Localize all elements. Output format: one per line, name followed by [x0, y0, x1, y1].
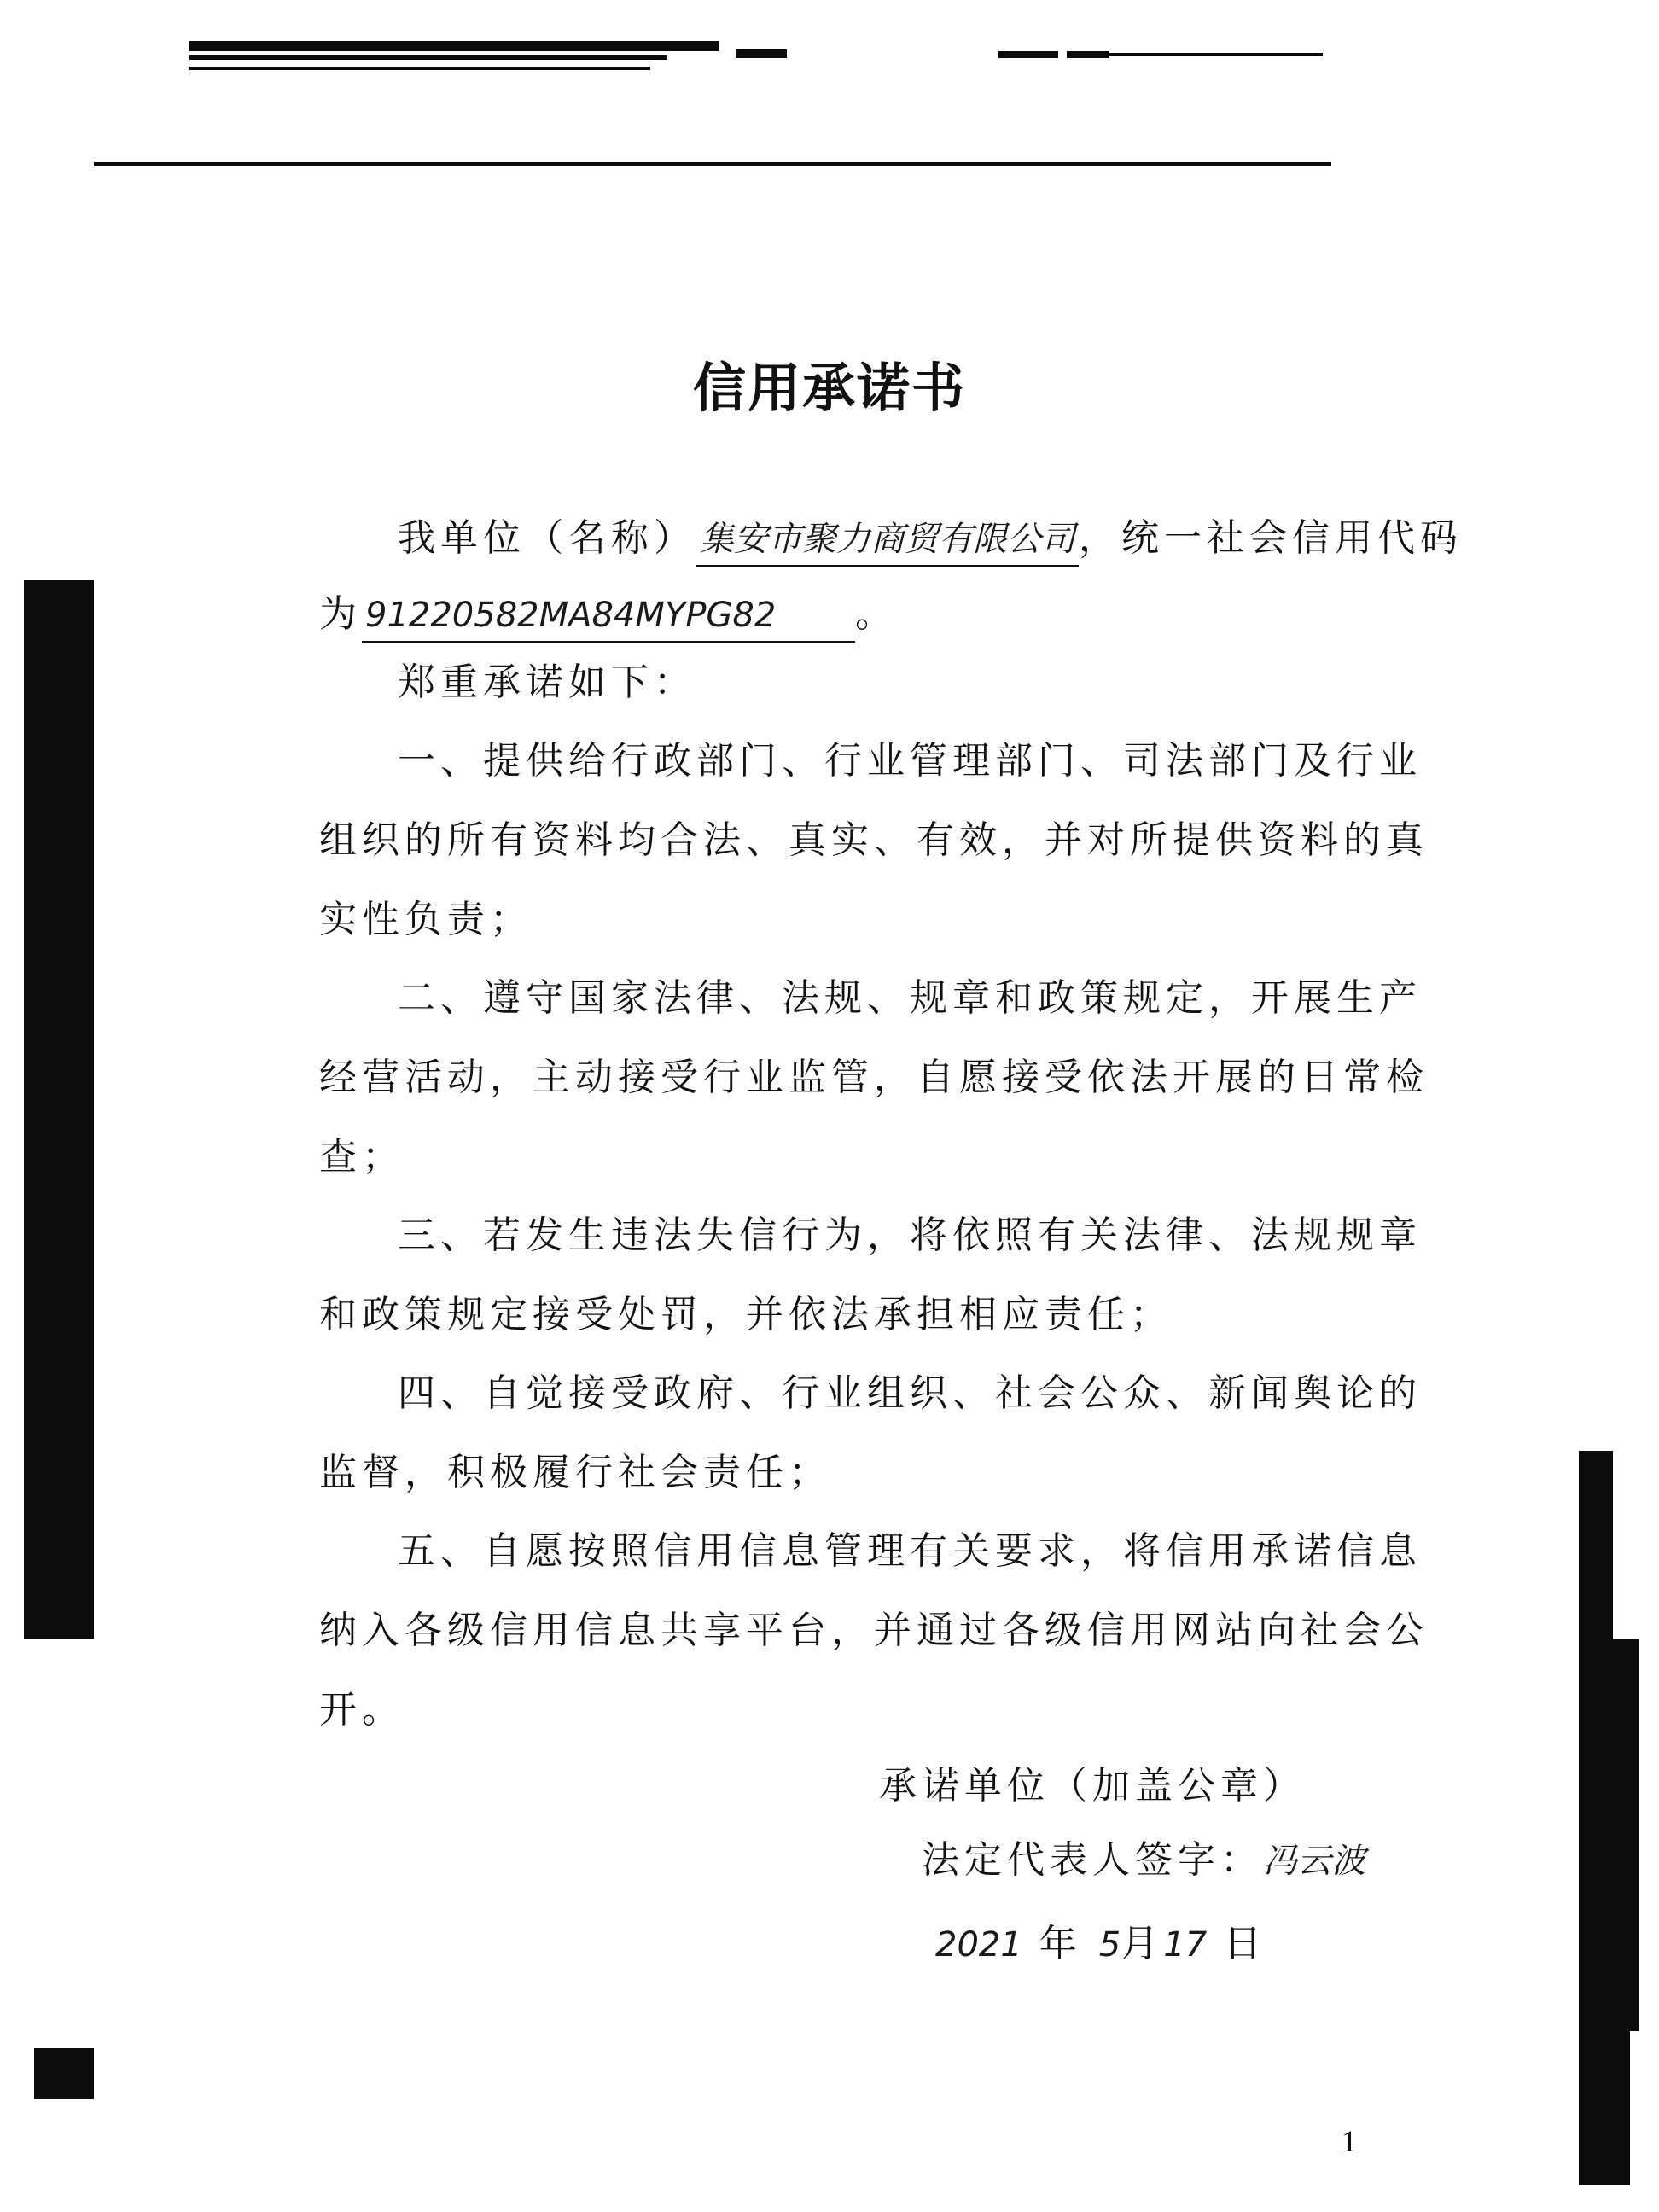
item-1-line-2: 组织的所有资料均合法、真实、有效，并对所提供资料的真 [319, 818, 1429, 862]
legal-rep-line [922, 1835, 1365, 1887]
date-day-label: 日 [1224, 1922, 1267, 1965]
item-5-line-3: 开。 [319, 1688, 405, 1732]
item-3-line-1: 三、若发生违法失信行为，将依照有关法律、法规规章 [398, 1214, 1422, 1257]
intro-line-1 [398, 513, 1463, 567]
page-number: 1 [1342, 2124, 1357, 2158]
item-5-line-1: 五、自愿按照信用信息管理有关要求，将信用承诺信息 [398, 1529, 1422, 1573]
item-4-line-2: 监督，积极履行社会责任； [319, 1451, 831, 1494]
commitment-unit-label: 承诺单位（加盖公章） [879, 1764, 1306, 1807]
intro-middle: ，统一社会信用代码 [1079, 516, 1463, 560]
date-year: 2021 [935, 1925, 1022, 1965]
document-title: 信用承诺书 [692, 357, 966, 419]
intro-line2-suffix: 。 [855, 592, 898, 636]
intro-line-2 [319, 589, 898, 643]
item-5-line-2: 纳入各级信用信息共享平台，并通过各级信用网站向社会公 [319, 1609, 1429, 1652]
intro-prefix: 我单位（名称） [398, 516, 696, 560]
date-month: 5 [1098, 1925, 1121, 1965]
item-2-line-2: 经营活动，主动接受行业监管，自愿接受依法开展的日常检 [319, 1056, 1429, 1099]
item-1-line-1: 一、提供给行政部门、行业管理部门、司法部门及行业 [398, 739, 1422, 783]
item-2-line-1: 二、遵守国家法律、法规、规章和政策规定，开展生产 [398, 976, 1422, 1020]
company-name-handwritten: 集安市聚力商贸有限公司 [696, 514, 1079, 567]
item-4-line-1: 四、自觉接受政府、行业组织、社会公众、新闻舆论的 [398, 1371, 1422, 1415]
legal-rep-signature: 冯云波 [1263, 1842, 1365, 1881]
date-year-label: 年 [1039, 1922, 1082, 1965]
intro-line2-prefix: 为 [319, 592, 362, 636]
date-line [935, 1918, 1266, 1970]
date-day: 17 [1163, 1925, 1208, 1965]
item-3-line-2: 和政策规定接受处罚，并依法承担相应责任； [319, 1293, 1173, 1336]
item-2-line-3: 查； [319, 1135, 405, 1179]
date-month-label: 月 [1121, 1922, 1164, 1965]
promise-heading: 郑重承诺如下： [398, 661, 696, 704]
item-1-line-3: 实性负责； [319, 898, 533, 941]
legal-rep-label: 法定代表人签字： [922, 1838, 1263, 1882]
credit-code-handwritten: 91220582MA84MYPG82 [362, 590, 855, 643]
